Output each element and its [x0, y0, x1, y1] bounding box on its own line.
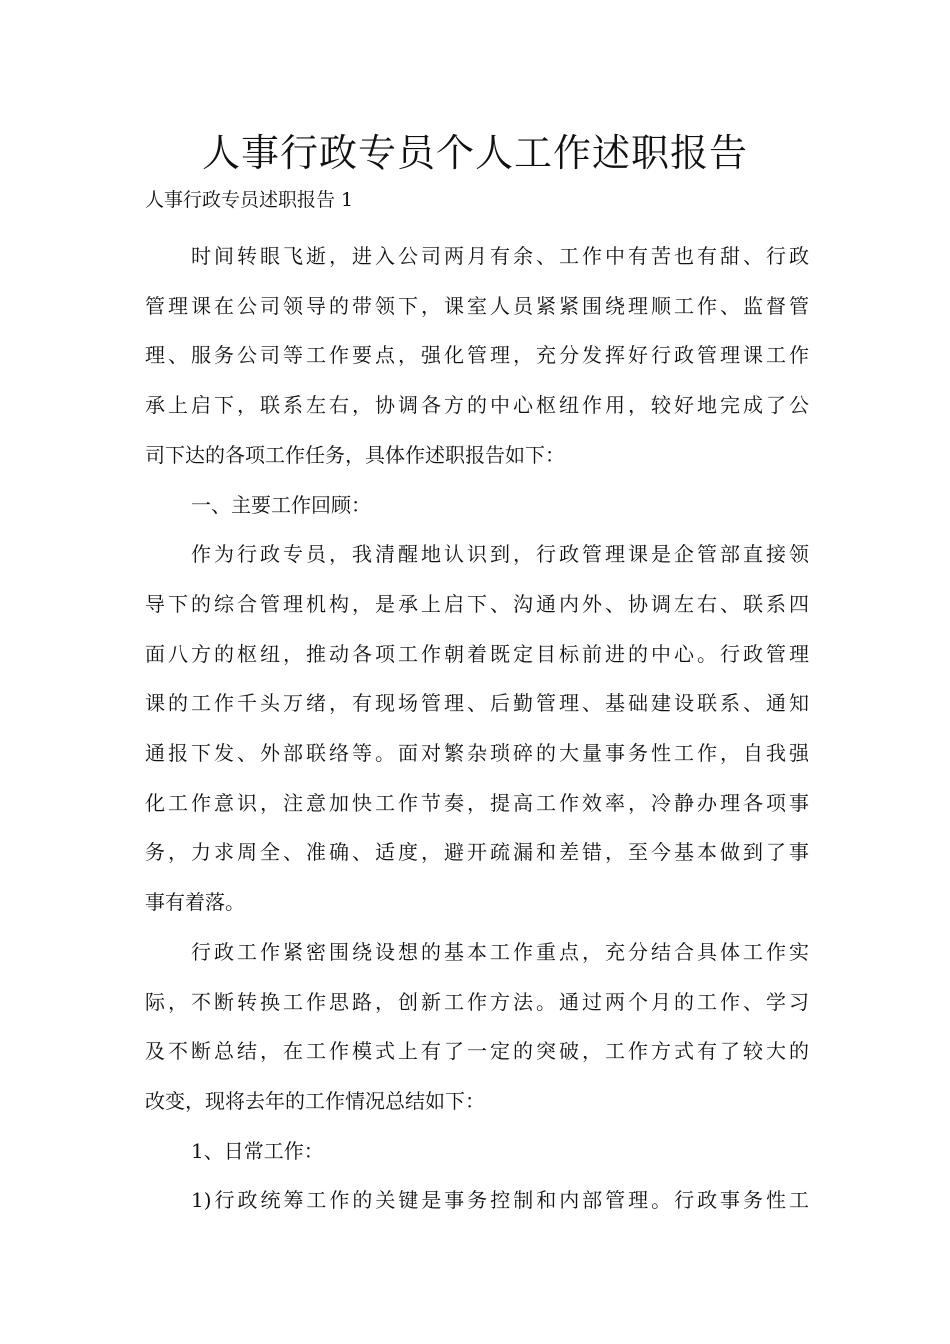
text-line: 及不断总结，在工作模式上有了一定的突破，工作方式有了较大的 — [145, 1039, 809, 1064]
text-line: 管理课在公司领导的带领下，课室人员紧紧围绕理顺工作、监督管 — [145, 293, 809, 318]
text-line: 改变，现将去年的工作情况总结如下： — [145, 1088, 485, 1113]
paragraph-role — [145, 530, 809, 928]
document-subtitle: 人事行政专员述职报告 1 — [145, 189, 354, 211]
text-line: 导下的综合管理机构，是承上启下、沟通内外、协调左右、联系四 — [145, 591, 809, 616]
subsection-heading — [145, 1127, 809, 1177]
text-line: 事有着落。 — [145, 890, 245, 915]
text-line: 务，力求周全、准确、适度，避开疏漏和差错，至今基本做到了事 — [145, 840, 809, 865]
text-line: 时间转眼飞逝，进入公司两月有余、工作中有苦也有甜、行政 — [191, 244, 809, 268]
paragraph-approach — [145, 928, 809, 1127]
document-body — [145, 232, 809, 1226]
text-line: 通报下发、外部联络等。面对繁杂琐碎的大量事务性工作，自我强 — [145, 741, 809, 766]
text-line: 1)行政统筹工作的关键是事务控制和内部管理。行政事务性工 — [191, 1188, 809, 1213]
text-line: 承上启下，联系左右，协调各方的中心枢纽作用，较好地完成了公 — [145, 393, 809, 418]
section-heading — [145, 481, 809, 531]
document-title: 人事行政专员个人工作述职报告 — [201, 131, 748, 175]
text-line: 课的工作千头万绪，有现场管理、后勤管理、基础建设联系、通知 — [145, 691, 809, 716]
text-line: 作为行政专员，我清醒地认识到，行政管理课是企管部直接领 — [191, 542, 809, 567]
text-line: 际，不断转换工作思路，创新工作方法。通过两个月的工作、学习 — [145, 989, 809, 1014]
text-line: 理、服务公司等工作要点，强化管理，充分发挥好行政管理课工作 — [145, 343, 809, 368]
text-line: 1、日常工作： — [191, 1138, 324, 1163]
text-line: 一、主要工作回顾： — [191, 492, 371, 517]
paragraph-intro — [145, 232, 809, 481]
paragraph-item-1 — [145, 1176, 809, 1226]
text-line: 化工作意识，注意加快工作节奏，提高工作效率，冷静办理各项事 — [145, 790, 809, 815]
text-line: 面八方的枢纽，推动各项工作朝着既定目标前进的中心。行政管理 — [145, 641, 809, 666]
text-line: 行政工作紧密围绕设想的基本工作重点，充分结合具体工作实 — [191, 939, 809, 964]
text-line: 司下达的各项工作任务，具体作述职报告如下： — [145, 442, 565, 467]
